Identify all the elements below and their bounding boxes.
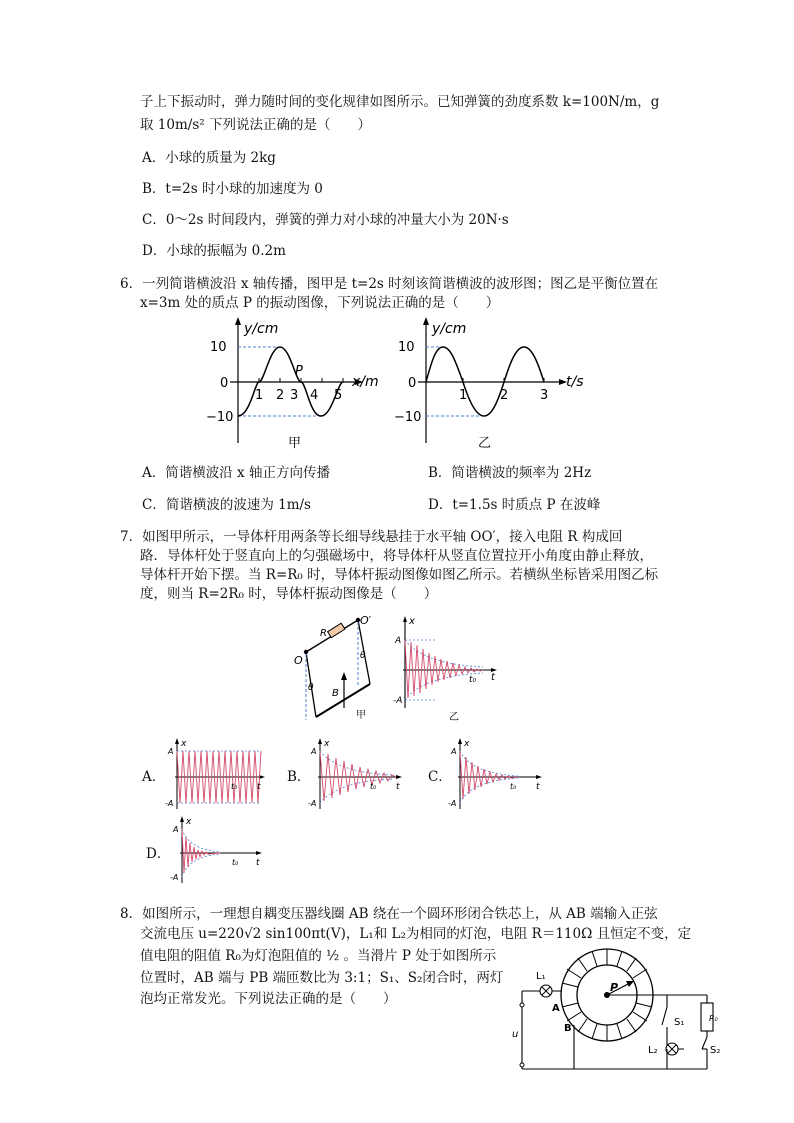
q8-stem-line2: 交流电压 u=220√2 sin100πt(V)，L₁和 L₂为相同的灯泡，电阻 R＝110Ω 且恒定不变，定 [140, 926, 692, 942]
yi-caption: 乙 [449, 712, 459, 723]
yi-y-tick-0: 0 [408, 376, 417, 391]
jia-y-axis-label: y/cm [244, 321, 279, 337]
q6-option-b: B．简谐横波的频率为 2Hz [428, 465, 592, 481]
q7-option-b-graph [308, 737, 413, 813]
q7-option-c-graph [448, 737, 553, 813]
q5-option-d: D．小球的振幅为 0.2m [142, 243, 286, 259]
q7-figure-yi [393, 612, 508, 724]
q8-circuit-diagram [512, 945, 727, 1073]
circuit-label-L2: L₂ [648, 1045, 658, 1056]
opt-d-neg-A: -A [170, 873, 179, 882]
q6-option-d: D．t=1.5s 时质点 P 在波峰 [428, 497, 601, 513]
opt-d-A: A [173, 825, 179, 834]
q8-stem-line3: 值电阻的阻值 R₀为灯泡阻值的 ½ 。当滑片 P 处于如图所示 [140, 948, 497, 964]
yi-label-x: x [409, 616, 415, 627]
q6-graph-yi [392, 315, 592, 455]
opt-a-x: x [181, 739, 187, 749]
jia-y-tick-10: 10 [210, 340, 227, 355]
jia-x-axis-label: x/m [352, 374, 379, 390]
jia-point-p: P [295, 364, 303, 379]
yi-y-axis-label: y/cm [432, 321, 467, 337]
jia-label-theta2: θ [360, 651, 366, 661]
q7-figure-jia [288, 612, 388, 724]
opt-c-t: t [536, 782, 540, 792]
circuit-label-u: u [512, 1029, 519, 1040]
jia-x-tick-3: 3 [290, 388, 299, 403]
jia-label-B: B [332, 688, 339, 699]
opt-b-t: t [396, 782, 400, 792]
q8-stem-line5: 泡均正常发光。下列说法正确的是（ ） [140, 991, 397, 1007]
q7-option-b-letter: B． [287, 769, 311, 785]
yi-x-tick-2: 2 [500, 388, 509, 403]
jia-x-tick-5: 5 [334, 388, 343, 403]
circuit-label-A: A [552, 1003, 560, 1014]
jia-y-tick-neg10: −10 [206, 410, 234, 425]
q6-stem-line1: 6．一列简谐横波沿 x 轴传播，图甲是 t=2s 时刻该简谐横波的波形图；图乙是平衡位置在 [120, 276, 659, 292]
circuit-label-P: P [610, 981, 619, 994]
opt-b-t0: t₀ [370, 782, 377, 791]
circuit-label-L1: L₁ [536, 971, 546, 982]
opt-b-x: x [324, 739, 330, 749]
q6-option-c: C．简谐横波的波速为 1m/s [142, 497, 311, 513]
q7-stem-line3: 导体杆开始下摆。当 R=R₀ 时，导体杆振动图像如图乙所示。若横纵坐标皆采用图乙标 [140, 567, 659, 583]
jia-x-tick-1: 1 [255, 388, 264, 403]
q8-stem-line1: 8．如图所示，一理想自耦变压器线圈 AB 绕在一个圆环形闭合铁芯上，从 AB 端输入正弦 [120, 906, 658, 922]
q5-intro-line2: 取 10m/s² 下列说法正确的是（ ） [140, 117, 371, 133]
q6-graph-jia [200, 315, 385, 455]
opt-d-t: t [256, 858, 260, 868]
q6-option-a: A．简谐横波沿 x 轴正方向传播 [142, 465, 330, 481]
q6-stem-line2: x=3m 处的质点 P 的振动图像，下列说法正确的是（ ） [140, 295, 500, 311]
jia-caption: 甲 [288, 436, 302, 451]
q7-option-c-letter: C． [428, 769, 452, 785]
jia-label-O-prime: O′ [360, 614, 372, 627]
jia-y-tick-0: 0 [220, 376, 229, 391]
circuit-label-S1: S₁ [674, 1017, 685, 1028]
yi-caption: 乙 [478, 436, 492, 451]
q5-option-a: A．小球的质量为 2kg [142, 150, 276, 166]
opt-b-neg-A: -A [308, 799, 317, 808]
yi-label-t0: t₀ [469, 675, 477, 685]
opt-a-A: A [168, 747, 174, 756]
opt-c-x: x [464, 739, 470, 749]
yi-label-A: A [395, 636, 402, 646]
yi-y-tick-neg10: −10 [394, 410, 422, 425]
opt-a-t: t [257, 782, 261, 792]
q7-option-a-letter: A． [142, 769, 166, 785]
q7-stem-line4: 度，则当 R=2R₀ 时，导体杆振动图像是（ ） [140, 586, 438, 602]
opt-d-x: x [186, 817, 192, 827]
opt-a-t0: t₀ [231, 782, 238, 791]
yi-x-tick-1: 1 [459, 388, 468, 403]
yi-x-axis-label: t/s [566, 374, 584, 390]
q7-stem-line1: 7．如图甲所示，一导体杆用两条等长细导线悬挂于水平轴 OO′，接入电阻 R 构成回 [120, 529, 623, 545]
opt-c-A: A [451, 747, 457, 756]
q7-option-d-letter: D． [146, 846, 171, 862]
jia-caption: 甲 [356, 710, 366, 721]
q7-stem-line2: 路．导体杆处于竖直向上的匀强磁场中，将导体杆从竖直位置拉开小角度由静止释放， [140, 548, 653, 564]
q7-option-a-graph [165, 737, 270, 813]
circuit-label-R0: R₀ [709, 1014, 718, 1023]
yi-x-tick-3: 3 [540, 388, 549, 403]
opt-c-t0: t₀ [510, 782, 517, 791]
jia-label-theta1: θ [308, 683, 314, 693]
jia-label-O: O [294, 654, 303, 667]
jia-x-tick-4: 4 [310, 388, 319, 403]
circuit-label-B: B [564, 1023, 572, 1034]
opt-a-neg-A: -A [165, 799, 174, 808]
q5-intro-line1: 子上下振动时，弹力随时间的变化规律如图所示。已知弹簧的劲度系数 k=100N/m，g [140, 94, 660, 110]
jia-x-tick-2: 2 [276, 388, 285, 403]
q5-option-c: C．0～2s 时间段内，弹簧的弹力对小球的冲量大小为 20N·s [142, 212, 509, 228]
circuit-label-S2: S₂ [710, 1045, 721, 1056]
q5-option-b: B．t=2s 时小球的加速度为 0 [142, 181, 323, 197]
jia-label-R: R [320, 628, 327, 639]
opt-b-A: A [311, 747, 317, 756]
q7-option-d-graph [170, 815, 270, 887]
yi-label-t: t [491, 672, 495, 683]
opt-d-t0: t₀ [232, 858, 239, 867]
yi-y-tick-10: 10 [398, 340, 415, 355]
q8-stem-line4: 位置时，AB 端与 PB 端匝数比为 3:1；S₁、S₂闭合时，两灯 [140, 970, 504, 986]
yi-label-neg-A: -A [393, 696, 403, 706]
opt-c-neg-A: -A [448, 799, 457, 808]
